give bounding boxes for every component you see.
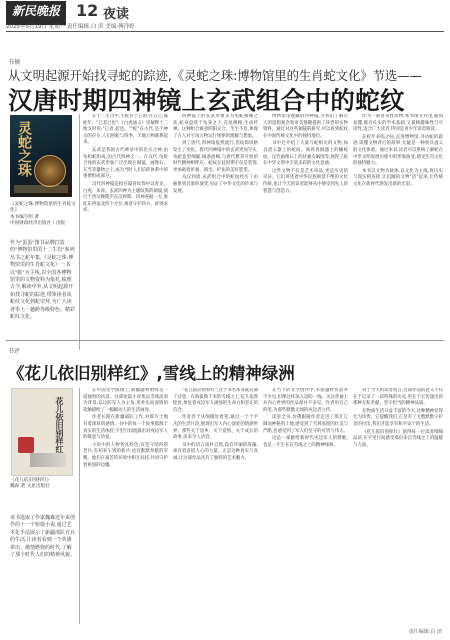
book-caption-line: 《花儿依旧别样红》 (10, 478, 52, 483)
article1-sidebar-quote: 作为"蛋蛋"图书品牌打造的"博物馆里的十二生肖"系列丛书之蛇年集,《灵蛇之珠:博物馆里的生肖蛇文化》一书以"蛇"为主线,以全国各博物馆里的文物资料为依托,梳理古今,解读中外,从文明起源开始找寻蛇的踪迹,带领读者从蛇纹文化到蛇崇拜,为广大读者奉上一趟跨等级特色、精彩蛇纹文化。 (10, 240, 76, 321)
paragraph: 汉代四神镜是指在镜背纹饰中以青龙、白虎、朱雀、玄武四神为主题纹饰的铜镜,流行于西汉晚期至东汉时期。四神各据一方,象征东西南北四个方位,寓意守护四方、辟邪求祥。 (83, 181, 168, 214)
paragraph: 在中国文学版图上,新疆题材始终是一道独特的风景。这部短篇小说集以雪域高原为背景,以边防军人为主角,用朴实而深情的笔触描绘了一幅幅动人的生活画卷。 (83, 388, 168, 413)
article2-column-2 (173, 388, 258, 624)
paragraph: 到了唐代,四神镜依然流行,但纹饰风格发生了变化。唐代四神镜中的玄武更加写实,龟蛇造型细腻,线条流畅,与唐代繁荣开放的时代精神相呼应。蛇纹在此时期不仅是装饰,更承载着祈福、镇宅、护佑的美好愿望。 (173, 141, 258, 173)
book-caption-line: 《灵蛇之珠:博物馆里的生肖蛇文化》 (10, 202, 76, 214)
article1-column-3 (263, 114, 348, 350)
paragraph: 博物馆里收藏的四神镜,为我们了解古人的思想观念和审美情趣提供了珍贵的实物资料。通过对这些铜镜的研究,可以看到蛇纹在中国传统文化中的独特地位。 (263, 114, 348, 139)
paragraph: 在物质生活日益丰富的今天,这种精神显得尤为珍贵。它提醒我们,正是有了无数默默守护者的付出,我们才能享有和平安宁的生活。 (353, 408, 443, 427)
masthead-rule (6, 31, 444, 32)
paragraph: 作者善于从细微处着笔,通过一个个平凡的生活片段,展现出军人内心深处的情感世界。那些关于思乡、关于爱情、关于成长的故事,读来令人动容。 (173, 415, 258, 441)
paragraph: 这是一部献给新时代戍边军人的赞歌,也是一片生长在雪线之上的精神绿洲。 (263, 436, 348, 448)
article2-title: 《花儿依旧别样红》,雪线上的精神绿洲 (8, 364, 295, 383)
column-divider (79, 114, 80, 350)
article2-column-4 (353, 388, 443, 624)
paragraph: 在十二生肖中,主蛇位于巳时,在五巳,属蛇年。"巳者已也",《白虎通义》里解释十二地支时说:"巳者,起也。""蛇"在古代,是个神圣的存在,人们将蛇与四季、天地万物联系起来。 (83, 114, 168, 146)
article1-column-1 (83, 114, 168, 350)
paragraph: 作为一部普及性读物,本书图文并茂,通俗易懂,既有扎实的学术基础,又兼顾趣味性与可读性,适合广大读者,特别是青少年读者阅读。 (353, 114, 443, 133)
paragraph: 这些文物不仅是艺术珍品,更是历史的见证。它们讲述着中华民族绵延不绝的文化传统,也让今天的读者能够从中感受到先人的智慧与创造力。 (263, 168, 348, 194)
footer-editor: 责任编辑:白 滨 (408, 629, 442, 635)
paragraph: 《花儿依旧别样红》值得每一位读者细细品读,在字里行间感受那份来自雪线之上的温暖与力量。 (353, 429, 443, 448)
paragraph: 四神镜上的玄武形象多为龟蛇相缠之状,蛇身盘绕于龟身之上,首尾相顾,生动传神。这种组合寓意阴阳交合、生生不息,体现了古人对宇宙万物运行规律的理解与想象。 (173, 114, 258, 139)
page-number: 12 (76, 1, 99, 20)
cover-decoration (30, 453, 66, 467)
masthead (0, 0, 450, 34)
book-cover-image (10, 115, 72, 197)
paragraph: 小说中的人物各具特色,有坚守哨所的老兵,有初来乍到的新兵,也有默默奉献的军嫂。他们在艰苦的环境中相互扶持,共同守护着祖国的边疆。 (83, 442, 168, 468)
article1-subtitle: 从文明起源开始找寻蛇的踪迹,《灵蛇之珠:博物馆里的生肖蛇文化》节选—— (8, 69, 422, 83)
paragraph: 在当下的文学创作中,军旅题材作品并不少见,但像这样深入边防一线、关注普通士兵内心世界的作品却并不多见。作者用自己的笔,为那些默默无闻的戍边者立传。 (263, 388, 348, 413)
article1-title: 汉唐时期四神镜上玄武组合中的蛇纹 (8, 86, 405, 115)
paragraph: 作者长期在新疆部队工作,对那片土地有着深厚的感情。书中的每一个故事都源于真实的生活体验,字里行间流露出对戍边军人的敬意与热爱。 (83, 415, 168, 441)
paragraph: 对于今天的读者而言,这部作品的意义不仅在于记录了一段特殊的历史,更在于它传递出的那种无私奉献、坚守担当的精神品质。 (353, 388, 443, 407)
paragraph: 玄武是我国古代神话中的北方之神,由龟和蛇组成,因古代四神之一。在汉代,龟蛇合体的玄武形象广泛出现在铜镜、画像石、瓦当等器物之上,成为当时人们信仰体系中的重要组成部分。 (83, 147, 168, 180)
newspaper-logo: 新民晚报 (6, 1, 66, 25)
cover-decoration (14, 185, 68, 193)
paragraph: 从汉到唐,玄武组合中的蛇纹经历了由抽象到具象的演变,见证了中华文化的传承与发展。 (173, 175, 258, 194)
book-caption-line: 魏森 著 文思出版社 (10, 484, 50, 490)
paragraph: "花儿依旧别样红",这个书名本身就充满了诗意。在海拔数千米的雪线之上,花儿依然绽放,象征着戍边军人顽强的生命力和坚定的信念。 (173, 388, 258, 413)
paragraph: 读罢全书,仿佛跟随作者走进了那片辽阔而神秘的土地,感受到了雪域高原的壮美与严酷,也感受到了军人们坚守的可贵与伟大。 (263, 415, 348, 434)
book-caption (10, 202, 76, 228)
article1-column-4 (353, 114, 443, 350)
article1-column-2 (173, 114, 258, 350)
section-divider (6, 340, 444, 341)
book-cover-image (11, 388, 73, 476)
paragraph: 本书以文物为载体,以文化为主线,将历史与现实相连接,让沉睡的文物"活"起来,让传统文化在新时代焕发出新的光彩。 (353, 168, 443, 187)
bronze-mirror-icon (34, 155, 66, 187)
section-title: 夜读 (103, 7, 130, 22)
book-caption (10, 478, 76, 491)
dateline: 2025年5月19日 星期一 责任编辑:白 滨 美编:傅洋婷 (6, 24, 135, 30)
paragraph: 书中还介绍了大量与蛇相关的文物,如良渚玉器上的蛇纹、商周青铜器上的蟠蛇纹、汉代画像石上的伏羲女娲图等,展现了蛇在中华文明中丰富多彩的文化意涵。 (263, 141, 348, 167)
article2-tag: 书评 (8, 348, 21, 355)
article2-column-3 (263, 388, 348, 624)
column-divider (79, 388, 80, 624)
article2-sidebar-quote: 该书选取了作家魏森近年来创作的十一个短篇小说,通过艺术化手法展示了新疆部队官兵的生活,让读者看到一个英雄辈出、激情燃烧的时代,了解了那个时代人们的精神风貌。 (10, 515, 76, 559)
article2-column-1 (83, 388, 168, 624)
book-caption-line: 中国财政经济出版社 / 出版 (10, 221, 66, 227)
paragraph: 书中的语言质朴自然,没有华丽的辞藻,却有着直抵人心的力量。正是这种真实与真诚,让这部作品具有了独特的艺术魅力。 (173, 442, 258, 461)
paragraph: 在蛇年来临之际,走进博物馆,寻访蛇的踪迹,读懂文物背后的故事,无疑是一种别具意义的文化体验。通过本书,读者可以系统了解蛇在中华文明发展历程中的形象演变,感受生肖文化的独特魅力。 (353, 134, 443, 167)
article1-tag: 书摘 (8, 59, 21, 66)
red-seal-icon (18, 437, 34, 453)
book-cover-title: 花儿依旧别样红 (55, 397, 65, 453)
book-caption-line: 本书编写组 著 (10, 214, 40, 220)
book-cover-title: 灵蛇之珠 (16, 121, 32, 177)
